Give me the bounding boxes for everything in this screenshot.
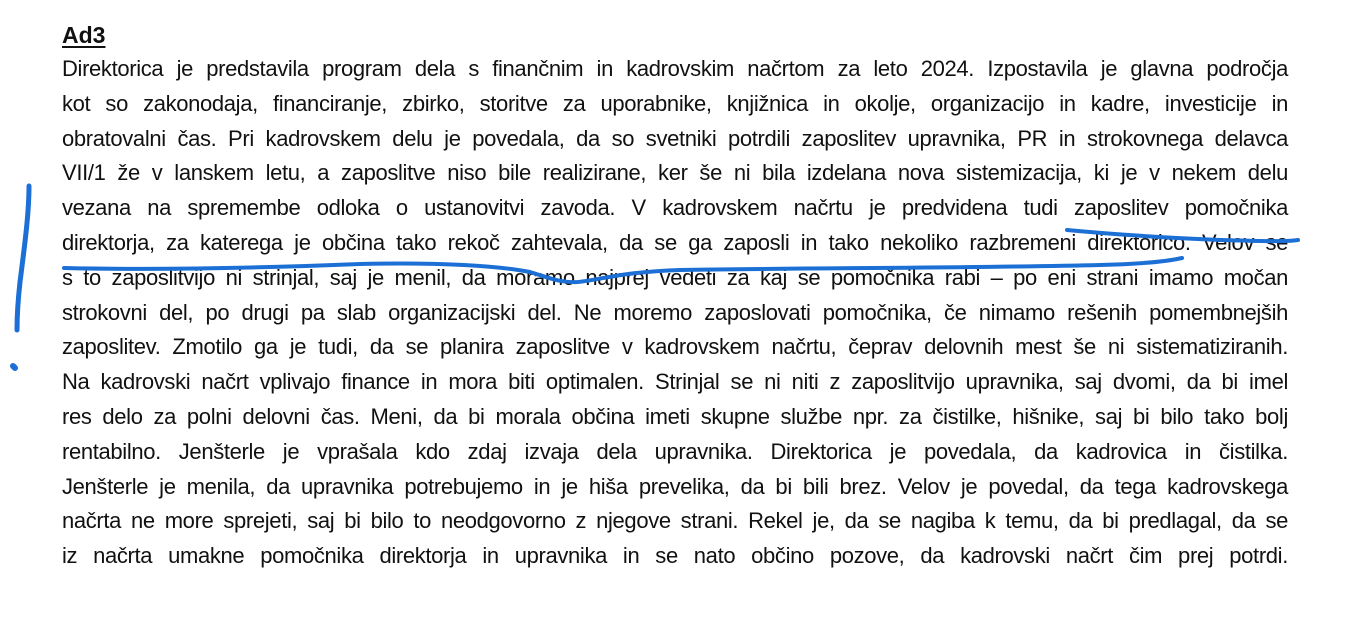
margin-dot (13, 366, 15, 368)
text-line: vezana na spremembe odloka o ustanovitvi zavoda. V kadrovskem načrtu je predvidena tudi zaposlitev pomočnika (62, 195, 1288, 221)
text-line: direktorja, za katerega je občina tako rekoč zahtevala, da se ga zaposli in tako nekoliko razbremeni direktorico. Velov se (62, 229, 1288, 255)
text-line: obratovalni čas. Pri kadrovskem delu je povedala, da so svetniki potrdili zaposlitev upravnika, PR in strokovnega delavca (62, 125, 1288, 151)
section-heading: Ad3 (62, 22, 106, 48)
text-line: VII/1 že v lanskem letu, a zaposlitve niso bile realizirane, ker še ni bila izdelana nova sistemizacija, ki je v nekem delu (62, 160, 1288, 186)
margin-vertical-stroke (17, 186, 29, 330)
text-line: s to zaposlitvijo ni strinjal, saj je menil, da moramo najprej vedeti za kaj se pomočnika rabi – po eni strani imamo močan (62, 264, 1288, 290)
text-line: kot so zakonodaja, financiranje, zbirko, storitve za uporabnike, knjižnica in okolje, organizacijo in kadre, investicije in (62, 90, 1288, 116)
text-line: rentabilno. Jenšterle je vprašala kdo zdaj izvaja dela upravnika. Direktorica je povedala, da kadrovica in čistilka. (62, 438, 1288, 464)
text-line: zaposlitev. Zmotilo ga je tudi, da se planira zaposlitve v kadrovskem načrtu, čeprav delovnih mest še ni sistematiziranih. (62, 334, 1288, 360)
document-body (62, 18, 1288, 574)
text-line: načrta ne more sprejeti, saj bi bilo to neodgovorno z njegove strani. Rekel je, da se nagiba k temu, da bi predlagal, da se (62, 508, 1288, 534)
text-line: iz načrta umakne pomočnika direktorja in upravnika in se nato občino pozove, da kadrovski načrt čim prej potrdi. (62, 543, 1288, 569)
paragraph (62, 52, 1288, 574)
text-line: Direktorica je predstavila program dela s finančnim in kadrovskim načrtom za leto 2024. Izpostavila je glavna področja (62, 56, 1288, 81)
text-line: Na kadrovski načrt vplivajo finance in mora biti optimalen. Strinjal se ni niti z zaposlitvijo upravnika, saj dvomi, da bi imel (62, 369, 1288, 395)
text-line: res delo za polni delovni čas. Meni, da bi morala občina imeti skupne službe npr. za čistilke, hišnike, saj bi bilo tako bolj (62, 403, 1288, 429)
text-line: strokovni del, po drugi pa slab organizacijski del. Ne moremo zaposlovati pomočnika, če nimamo rešenih pomembnejših (62, 299, 1288, 325)
text-line: Jenšterle je menila, da upravnika potrebujemo in je hiša prevelika, da bi bili brez. Velov je povedal, da tega kadrovskega (62, 473, 1288, 499)
